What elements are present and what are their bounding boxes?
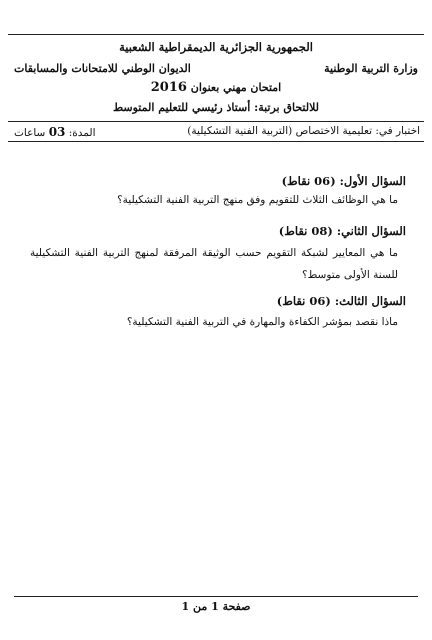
question-1-text: ما هي الوظائف الثلاث للتقويم وفق منهج التربية الفنية التشكيلية؟ — [117, 194, 398, 206]
exam-duration — [14, 125, 96, 139]
question-3-title: السؤال الثالث: (06 نقاط) — [276, 294, 406, 308]
question-2-title: السؤال الثاني: (08 نقاط) — [278, 224, 406, 238]
subject-divider — [8, 141, 424, 142]
exam-year: 2016 — [150, 80, 187, 95]
page-number: صفحة 1 من 1 — [181, 600, 251, 613]
duration-label: المدة: — [68, 127, 96, 139]
duration-unit: ساعات — [14, 127, 46, 139]
exam-title — [0, 80, 432, 95]
question-2-text: ما هي المعايير لشبكة التقويم حسب الوثيقة المرفقة لمنهج التربية الفنية التشكيلية للسنة الأولى متوسط؟ — [30, 247, 399, 281]
exam-rank: للالتحاق برتبة: أستاذ رئيسي للتعليم المتوسط — [112, 101, 320, 114]
duration-value: 03 — [48, 125, 66, 139]
header-divider — [8, 121, 424, 122]
footer-divider — [14, 596, 418, 597]
exam-office-name: الديوان الوطني للامتحانات والمسابقات — [14, 62, 191, 75]
republic-heading: الجمهورية الجزائرية الديمقراطية الشعبية — [119, 40, 313, 54]
question-3-text: ماذا نقصد بمؤشر الكفاءة والمهارة في التربية الفنية التشكيلية؟ — [126, 316, 398, 328]
ministry-name: وزارة التربية الوطنية — [324, 62, 418, 75]
question-1-title: السؤال الأول: (06 نقاط) — [281, 174, 406, 188]
exam-title-text: امتحان مهني بعنوان — [190, 81, 282, 94]
exam-subject: اختبار في: تعليمية الاختصاص (التربية الفنية التشكيلية) — [187, 125, 420, 137]
top-divider — [8, 34, 424, 35]
